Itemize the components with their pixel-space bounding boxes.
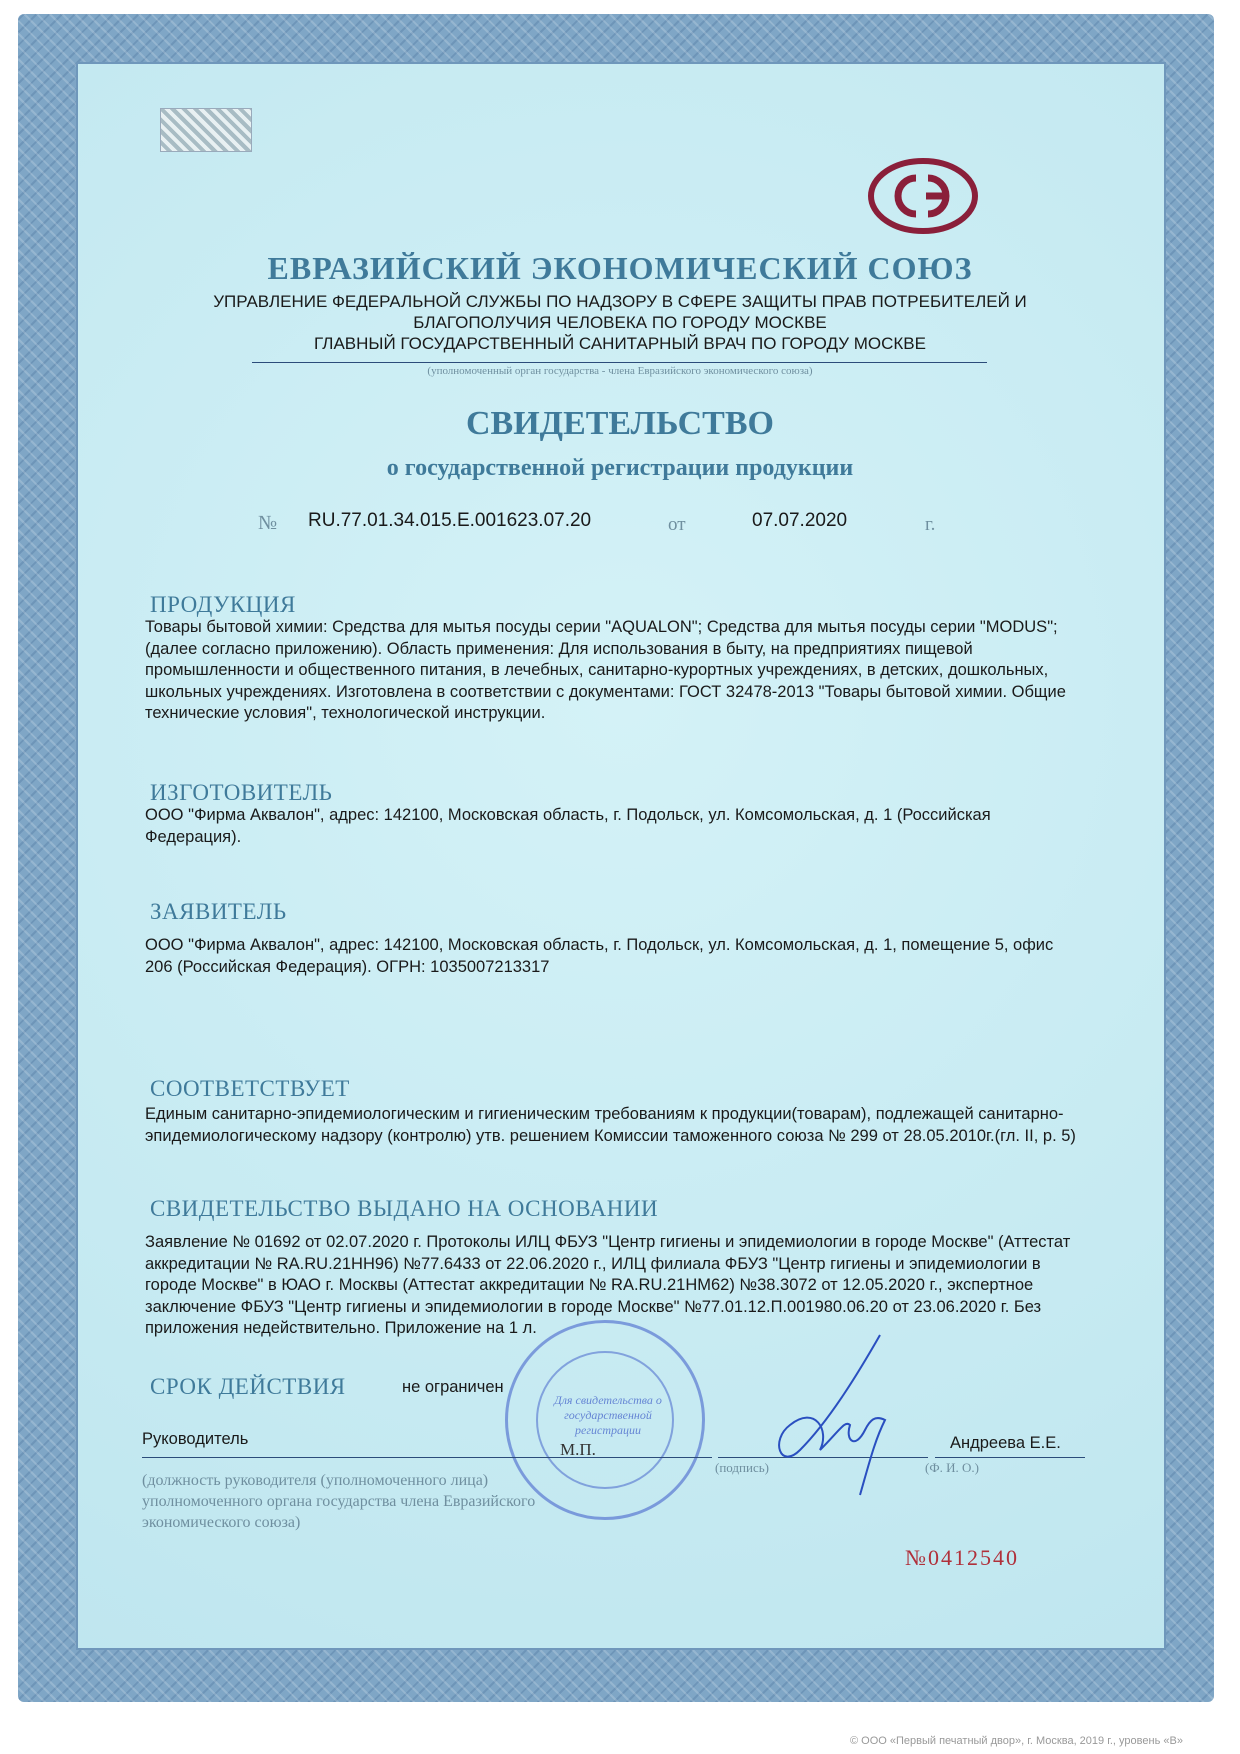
printer-footer: © ООО «Первый печатный двор», г. Москва, 2019 г., уровень «В» <box>850 1735 1183 1747</box>
validity-value: не ограничен <box>402 1378 504 1396</box>
name-line <box>935 1457 1085 1458</box>
complies-text: Единым санитарно-эпидемиологическим и гигиеническим требованиям к продукции(товарам), подлежащей санитарно-эпидемиологическому надзору (контролю) утв. решением Комиссии таможенного союза № 299 от 28.05.2010г.(гл. II, р. 5) <box>145 1105 1076 1145</box>
divider <box>252 362 987 363</box>
union-title: ЕВРАЗИЙСКИЙ ЭКОНОМИЧЕСКИЙ СОЮЗ <box>267 250 973 286</box>
from-label: от <box>668 514 686 535</box>
stamp-text: Для свидетельства о государственной регистрации <box>554 1393 662 1437</box>
product-text: Товары бытовой химии: Средства для мытья посуды серии "AQUALON"; Средства для мытья посуды серии "MODUS"; (далее согласно приложению). Область применения: Для использования в быту, на предприятиях пищевой промышленности и общественного питания, в лечебных, санитарно-курортных учреждениях, в детских, дошкольных, школьных учреждениях. Изготовлена в соответствии с документами: ГОСТ 32478-2013 "Товары бытовой химии. Общие технические условия", технологической инструкции. <box>145 618 1066 722</box>
signer-position: Руководитель <box>142 1430 249 1448</box>
applicant-text: ООО "Фирма Аквалон", адрес: 142100, Московская область, г. Подольск, ул. Комсомольская, д. 1, помещение 5, офис 206 (Российская Федерация). ОГРН: 1035007213317 <box>145 936 1054 976</box>
manufacturer-heading: ИЗГОТОВИТЕЛЬ <box>150 780 333 805</box>
authority-line: БЛАГОПОЛУЧИЯ ЧЕЛОВЕКА ПО ГОРОДУ МОСКВЕ <box>413 313 827 332</box>
signature-caption: (подпись) <box>715 1460 769 1475</box>
handwritten-signature <box>760 1330 910 1500</box>
complies-heading: СООТВЕТСТВУЕТ <box>150 1076 350 1101</box>
authority-line: ГЛАВНЫЙ ГОСУДАРСТВЕННЫЙ САНИТАРНЫЙ ВРАЧ ПО ГОРОДУ МОСКВЕ <box>314 334 926 353</box>
product-heading: ПРОДУКЦИЯ <box>150 592 296 617</box>
basis-heading: СВИДЕТЕЛЬСТВО ВЫДАНО НА ОСНОВАНИИ <box>150 1196 659 1221</box>
manufacturer-text: ООО "Фирма Аквалон", адрес: 142100, Московская область, г. Подольск, ул. Комсомольская, д. 1 (Российская Федерация). <box>145 806 991 846</box>
certificate-title: СВИДЕТЕЛЬСТВО <box>466 405 774 442</box>
signer-name: Андреева Е.Е. <box>950 1434 1061 1452</box>
position-line <box>142 1457 712 1458</box>
authority-line: УПРАВЛЕНИЕ ФЕДЕРАЛЬНОЙ СЛУЖБЫ ПО НАДЗОРУ В СФЕРЕ ЗАЩИТЫ ПРАВ ПОТРЕБИТЕЛЕЙ И <box>213 292 1027 311</box>
name-caption: (Ф. И. О.) <box>925 1460 979 1475</box>
applicant-heading: ЗАЯВИТЕЛЬ <box>150 899 287 924</box>
authority-caption: (уполномоченный орган государства - члена Евразийского экономического союза) <box>427 365 813 377</box>
certificate-subtitle: о государственной регистрации продукции <box>386 455 854 481</box>
serial-number: №0412540 <box>905 1545 1019 1570</box>
validity-heading: СРОК ДЕЙСТВИЯ <box>150 1374 346 1399</box>
position-caption: (должность руководителя (уполномоченного лица) уполномоченного органа государства члена Евразийского экономического союза) <box>142 1472 536 1531</box>
certificate-date: 07.07.2020 <box>752 510 848 531</box>
basis-text: Заявление № 01692 от 02.07.2020 г. Протоколы ИЛЦ ФБУЗ "Центр гигиены и эпидемиологии в городе Москве" (Аттестат аккредитации № RA.RU.21НН96) №77.6433 от 22.06.2020 г., ИЛЦ филиала ФБУЗ "Центр гигиены и эпидемиологии в городе Москве" в ЮАО г. Москвы (Аттестат аккредитации № RA.RU.21НМ62) №38.3072 от 12.05.2020 г., экспертное заключение ФБУЗ "Центр гигиены и эпидемиологии в городе Москве" №77.01.12.П.001980.06.20 от 23.06.2020 г. Без приложения недействительно. Приложение на 1 л. <box>145 1233 1071 1337</box>
year-suffix: г. <box>925 514 936 535</box>
se-logo-icon <box>868 158 978 234</box>
certificate-number: RU.77.01.34.015.E.001623.07.20 <box>308 510 592 531</box>
hologram-icon <box>160 108 252 152</box>
mp-label: М.П. <box>560 1440 596 1459</box>
number-label: № <box>258 512 278 534</box>
